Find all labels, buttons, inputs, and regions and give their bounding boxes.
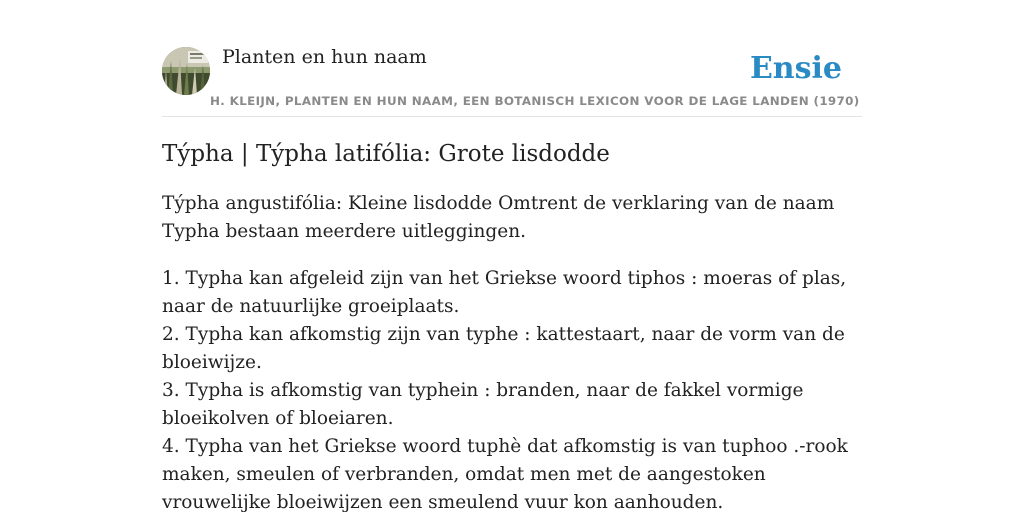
entry-point-1: 1. Typha kan afgeleid zijn van het Griekse woord tiphos : moeras of plas, naar de natuurlijke groeiplaats.	[162, 268, 847, 317]
entry-content	[162, 138, 862, 512]
entry-point-3: 3. Typha is afkomstig van typhein : branden, naar de fakkel vormige bloeikolven of bloeiaren.	[162, 380, 804, 429]
book-cover-image	[162, 47, 210, 95]
entry-title: Týpha | Týpha latifólia: Grote lisdodde	[162, 141, 610, 167]
entry-intro: Týpha angustifólia: Kleine lisdodde Omtrent de verklaring van de naam Typha bestaan meerdere uitleggingen.	[162, 193, 835, 242]
book-title[interactable]: Planten en hun naam	[222, 46, 427, 68]
book-cover-avatar[interactable]	[162, 47, 210, 95]
entry-points	[162, 265, 862, 512]
source-citation: H. KLEIJN, PLANTEN EN HUN NAAM, EEN BOTANISCH LEXICON VOOR DE LAGE LANDEN (1970)	[210, 94, 860, 108]
ensie-logo[interactable]: Ensie	[749, 51, 842, 86]
entry-point-4: 4. Typha van het Griekse woord tuphè dat afkomstig is van tuphoo .-rook maken, smeulen of verbranden, omdat men met de aangestoken vrouwelijke bloeiwijzen een smeulend vuur kon aanhouden.	[162, 436, 848, 512]
page-header	[162, 42, 862, 117]
entry-point-2: 2. Typha kan afkomstig zijn van typhe : kattestaart, naar de vorm van de bloeiwijze.	[162, 324, 845, 373]
